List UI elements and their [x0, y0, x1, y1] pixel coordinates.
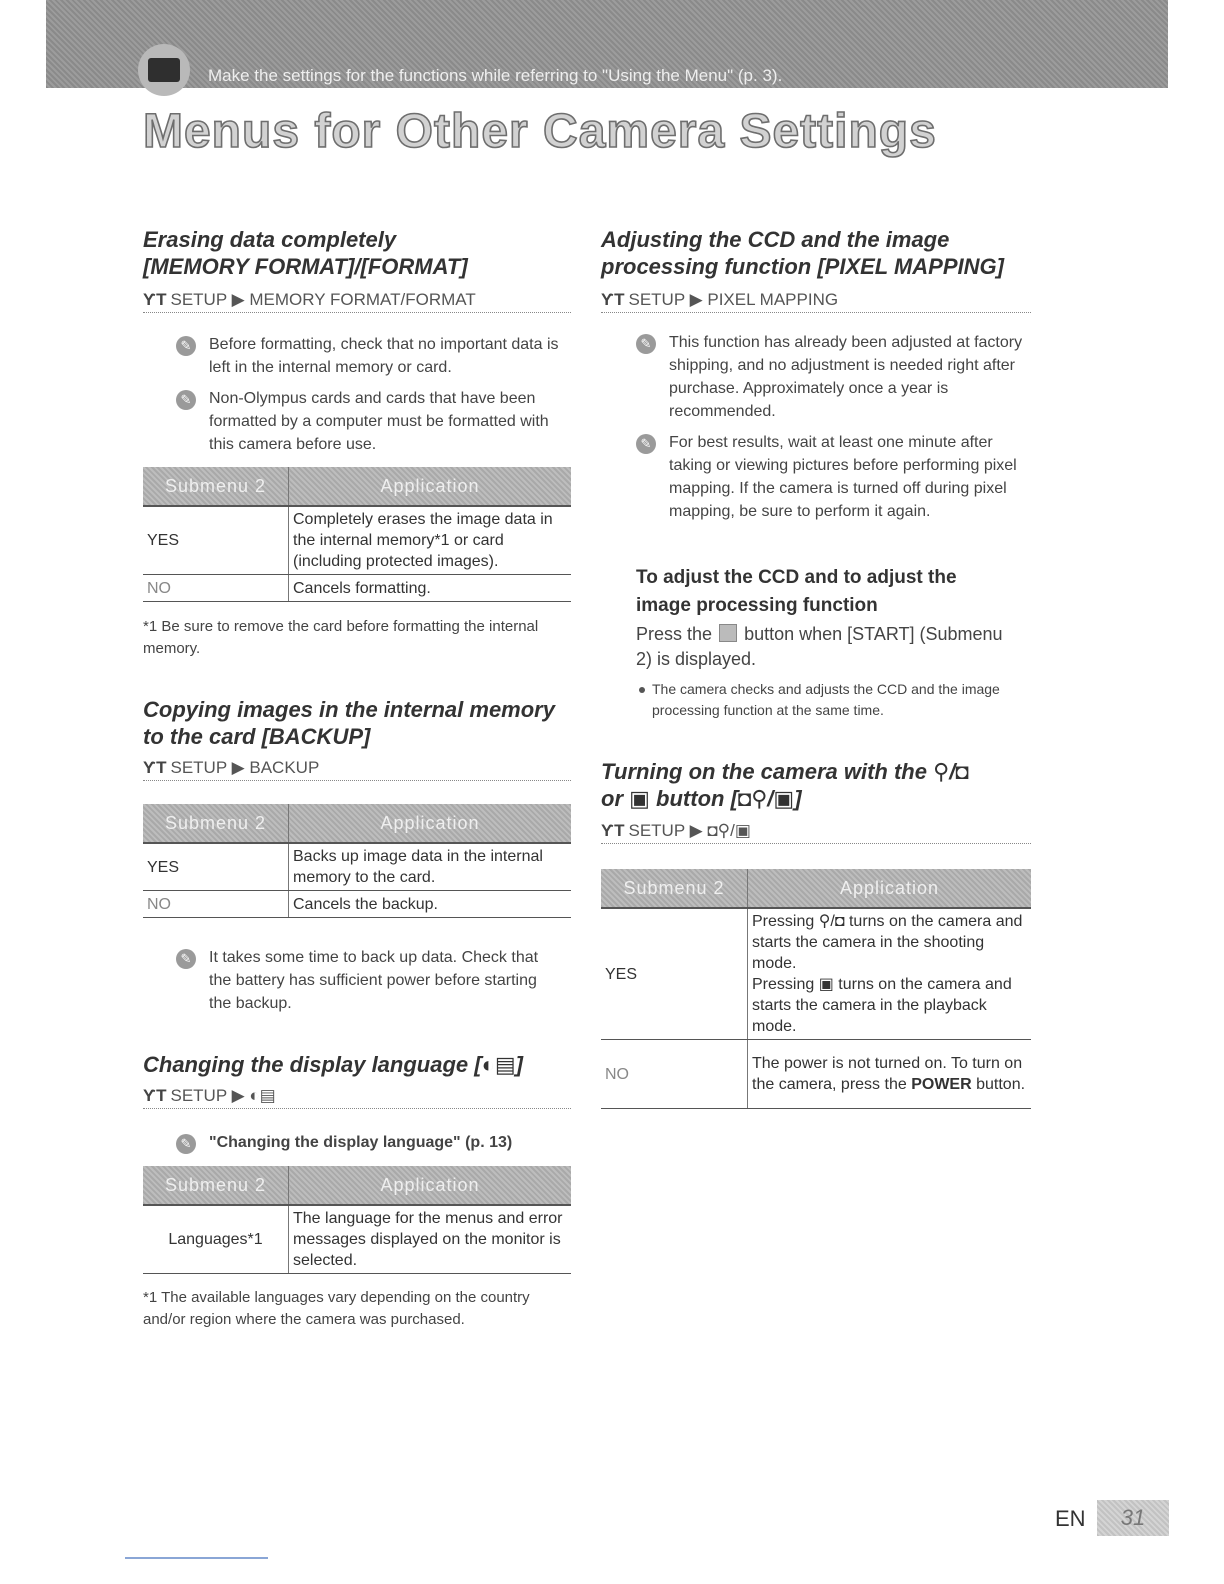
- language-note: "Changing the display language" (p. 13): [209, 1134, 513, 1151]
- no-text-end: button.: [976, 1076, 1026, 1093]
- language-menu-path: [143, 1086, 571, 1109]
- pixel-bullet: The camera checks and adjusts the CCD and the image processing function at the same time.: [652, 681, 1000, 718]
- setup-icon: ƳT: [143, 758, 167, 777]
- col-submenu-2: Submenu 2: [601, 869, 748, 908]
- col-submenu-2: Submenu 2: [143, 804, 289, 843]
- format-heading-line1: Erasing data completely: [143, 227, 397, 252]
- backup-path-text: SETUP ▶ BACKUP: [170, 758, 320, 777]
- power-table: [601, 869, 1031, 1109]
- backup-heading-line1: Copying images in the internal memory: [143, 697, 555, 722]
- language-footnote: *1 The available languages vary depending on the country and/or region where the camera was purchased.: [143, 1289, 530, 1328]
- power-heading: [601, 758, 1041, 812]
- language-heading-text: Changing the display language [: [143, 1052, 482, 1077]
- pixel-instruction-b: button when [START] (Submenu 2) is displayed.: [636, 624, 1003, 669]
- note-icon: ✎: [636, 434, 656, 454]
- yes-shooting-text: turns on the camera and starts the camera in the shooting mode.: [752, 913, 1023, 972]
- menu-icon: [148, 58, 180, 82]
- setup-icon: ƳT: [143, 1086, 167, 1105]
- backup-heading-line2: to the card [BACKUP]: [143, 724, 371, 749]
- pixel-instruction: [636, 622, 1016, 672]
- movie-camera-icon: ⚲/◘: [933, 759, 969, 784]
- format-menu-path: [143, 290, 571, 313]
- footer-rule: [125, 1557, 268, 1559]
- note-icon: ✎: [636, 334, 656, 354]
- pixel-heading-line1: Adjusting the CCD and the image: [601, 227, 950, 252]
- language-code: EN: [1055, 1506, 1086, 1531]
- note-icon: ✎: [176, 949, 196, 969]
- row-key: NO: [143, 575, 289, 602]
- row-key: YES: [143, 506, 289, 575]
- backup-heading: [143, 696, 593, 750]
- table-row: [143, 843, 571, 891]
- no-text: The power is not turned on. To turn on the camera, press the: [752, 1055, 1023, 1093]
- col-application: Application: [289, 467, 572, 506]
- setup-icon: ƳT: [601, 290, 625, 309]
- format-path-text: SETUP ▶ MEMORY FORMAT/FORMAT: [170, 290, 476, 309]
- power-menu-path: [601, 821, 1031, 844]
- page-number: 31: [1097, 1500, 1169, 1536]
- pixel-path-text: SETUP ▶ PIXEL MAPPING: [628, 290, 839, 309]
- pixel-note-2: For best results, wait at least one minute after taking or viewing pictures before performing pixel mapping. If the camera is turned off during pixel mapping, be sure to perform it again.: [669, 434, 1017, 520]
- pixel-note-1: This function has already been adjusted at factory shipping, and no adjustment is needed right after purchase. Approximately once a year is recommended.: [669, 334, 1023, 420]
- ok-button-icon: [719, 624, 737, 642]
- note-icon: ✎: [176, 1134, 196, 1154]
- yes-pressing-b: Pressing: [752, 976, 815, 993]
- row-key: Languages*1: [143, 1205, 289, 1274]
- col-application: Application: [289, 1166, 572, 1205]
- col-submenu-2: Submenu 2: [143, 467, 289, 506]
- backup-note: It takes some time to back up data. Check that the battery has sufficient power before starting the backup.: [209, 949, 539, 1012]
- row-value: Backs up image data in the internal memory to the card.: [289, 843, 572, 891]
- row-key: NO: [601, 1040, 748, 1109]
- bullet-icon: [639, 687, 645, 693]
- playback-icon: ▣: [818, 976, 834, 993]
- table-row: [601, 1040, 1031, 1109]
- table-row: [143, 506, 571, 575]
- format-footnote: *1 Be sure to remove the card before formatting the internal memory.: [143, 618, 539, 657]
- power-mode-icon: ◘⚲/▣: [707, 821, 751, 840]
- col-submenu-2: Submenu 2: [143, 1166, 289, 1205]
- row-value: [748, 908, 1032, 1040]
- row-value: Completely erases the image data in the internal memory*1 or card (including protected images).: [289, 506, 572, 575]
- row-value: Cancels the backup.: [289, 891, 572, 918]
- power-heading-line1: Turning on the camera with the: [601, 759, 927, 784]
- language-table: [143, 1166, 571, 1274]
- setup-icon: ƳT: [601, 821, 625, 840]
- row-key: NO: [143, 891, 289, 918]
- table-row: [143, 1205, 571, 1274]
- page-title: Menus for Other Camera Settings: [143, 105, 937, 158]
- row-key: YES: [143, 843, 289, 891]
- language-icon: ◐▤: [249, 1086, 276, 1105]
- movie-camera-icon: ⚲/◘: [818, 913, 845, 930]
- row-key: YES: [601, 908, 748, 1040]
- language-heading-end: ]: [515, 1052, 523, 1077]
- power-mode-icon: ◘⚲/▣: [737, 786, 795, 811]
- pixel-heading-line2: processing function [PIXEL MAPPING]: [601, 254, 1004, 279]
- language-path-text: SETUP ▶: [170, 1086, 245, 1105]
- table-row: [601, 908, 1031, 1040]
- setup-icon: ƳT: [143, 290, 167, 309]
- backup-menu-path: [143, 758, 571, 781]
- playback-icon: ▣: [629, 786, 650, 811]
- power-label: POWER: [911, 1076, 972, 1093]
- pixel-heading: [601, 226, 1041, 280]
- note-icon: ✎: [176, 390, 196, 410]
- yes-playback-text: turns on the camera and starts the camera in the playback mode.: [752, 976, 1012, 1035]
- format-note-2: Non-Olympus cards and cards that have been formatted by a computer must be formatted with this camera before use.: [209, 390, 549, 453]
- format-note-1: Before formatting, check that no important data is left in the internal memory or card.: [209, 336, 559, 376]
- backup-table: [143, 804, 571, 918]
- row-value: The language for the menus and error messages displayed on the monitor is selected.: [289, 1205, 572, 1274]
- pixel-instruction-a: Press the: [636, 624, 713, 644]
- col-application: Application: [289, 804, 572, 843]
- row-value: [748, 1040, 1032, 1109]
- format-table: [143, 467, 571, 602]
- table-row: [143, 575, 571, 602]
- pixel-menu-path: [601, 290, 1031, 313]
- format-heading-line2: [MEMORY FORMAT]/[FORMAT]: [143, 254, 468, 279]
- banner-text: Make the settings for the functions while referring to "Using the Menu" (p. 3).: [208, 66, 783, 85]
- language-icon: ◐▤: [481, 1052, 516, 1077]
- yes-pressing-a: Pressing: [752, 913, 815, 930]
- format-heading: [143, 226, 583, 280]
- power-heading-or: or: [601, 786, 623, 811]
- note-icon: ✎: [176, 336, 196, 356]
- power-path-text: SETUP ▶: [628, 821, 703, 840]
- table-row: [143, 891, 571, 918]
- row-value: Cancels formatting.: [289, 575, 572, 602]
- power-heading-end: ]: [794, 786, 802, 811]
- pixel-subheading: To adjust the CCD and to adjust the image processing function: [636, 567, 957, 616]
- power-heading-button: button [: [656, 786, 738, 811]
- col-application: Application: [748, 869, 1032, 908]
- language-heading: [143, 1051, 583, 1078]
